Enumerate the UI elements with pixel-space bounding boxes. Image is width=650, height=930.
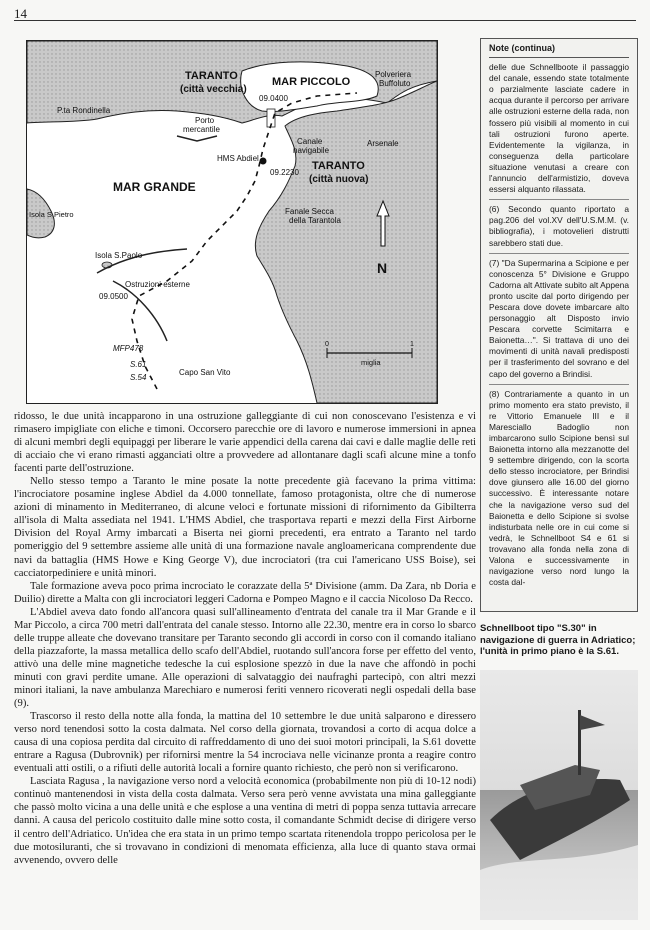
label-rondinella: P.ta Rondinella (57, 106, 111, 115)
label-time-0400: 09.0400 (259, 94, 288, 103)
body-paragraph: Trascorso il resto della notte alla fonda, la mattina del 10 settembre le due unità salparono e diressero verso nord tenendosi sotto la costa dalmata. Nel corso della giornata, trovandosi a corto di acqua dolce a causa di una copiosa perdita dal circuito di raffreddamento di uno dei suoi motori principali, la S.61 dovette entrare a Ragusa (Dubrovnik) per rifornirsi mentre la 54 incrociava nelle vicinanze pronta a reagire contro eventuali atti ostili, o a rifiuti delle autorità locali a fornire quanto richiesto, che però non si verificarono. (14, 711, 476, 775)
label-scale-0: 0 (325, 341, 329, 348)
photo-caption: Schnellboot tipo "S.30" in navigazione di guerra in Adriatico; l'unità in primo piano è la S.61. (480, 623, 636, 657)
label-mar-grande: MAR GRANDE (113, 180, 196, 194)
label-taranto-old: TARANTO (185, 70, 238, 82)
label-time-0500: 09.0500 (99, 292, 128, 301)
label-san-pietro: Isola S.Pietro (29, 210, 74, 219)
main-text (14, 410, 476, 867)
body-paragraph: Tale formazione aveva poco prima incrociato le corazzate della 5ª Divisione (amm. Da Zara, nb Doria e Duilio) dirette a Malta con gli incrociatori leggeri Cadorna e Pompeo Magno e il caccia Nicoloso Da Recco. (14, 580, 476, 605)
label-polveriera: Polveriera (375, 70, 412, 79)
note-paragraph: (8) Contrariamente a quanto in un primo momento era stato previsto, il re Vittorio Emanuele III e il Maresciallo Badoglio non imbarcarono sullo Scipione bensì sul Baionetta intorno alla mezzanotte del 9 settembre dirigendo, con la scorta dello stesso incrociatore, per Brindisi dove giunsero alle 16.00 del giorno successivo. È interessante notare che la navigazione verso sud del Baionetta e dello Scipione si svolse indisturbata nelle ore in cui come si vedrà, le Schnellboot S4 e 61 si trovavano alla fonda nella zona di Valona e successivamente in navigazione verso nord lungo la costa dal- (489, 388, 629, 588)
label-mercantile: mercantile (183, 125, 220, 134)
label-navigabile: navigabile (293, 146, 330, 155)
notes-box (480, 38, 638, 612)
label-time-2230: 09.2230 (270, 168, 299, 177)
notes-title: Note (continua) (489, 43, 629, 58)
note-paragraph: (7) "Da Supermarina a Scipione e per conoscenza 5° Divisione e Gruppo Cadorna alt Attivate subito alt Appena pronto uscite dal porto dirigendo per Pescara dove dovete imbarcare alto personaggio alt Disposto invio Pescara corvette Scimitarra e Baionetta…". Si trattava di uno dei movimenti di unità navali predisposti per il trasferimento del sovrano e del capo del governo a Brindisi. (489, 257, 629, 379)
label-ostruzioni: Ostruzioni esterne (125, 280, 190, 289)
label-taranto-new-sub: (città nuova) (309, 174, 369, 185)
label-s54: S.54 (130, 373, 147, 382)
label-taranto-old-sub: (città vecchia) (180, 84, 247, 95)
label-fanale: Fanale Secca (285, 207, 334, 216)
label-miglia: miglia (361, 358, 381, 367)
taranto-map (26, 40, 438, 404)
label-porto: Porto (195, 116, 215, 125)
label-north: N (377, 260, 388, 276)
header-rule (14, 20, 636, 21)
body-paragraph: ridosso, le due unità incapparono in una ostruzione galleggiante di cui non conoscevano l'esistenza e vi rimasero impigliate con eliche e timoni. Occorsero parecchie ore di lavoro e numerose immersioni in apnea di alcuni membri degli equipaggi per liberare le varie appendici della carena dai cavi e dalle maglie delle reti di acciaio che vi erano rimasti agganciati oltre a provvedere ad allontanare dagli scafi alcune mine a tonfo facenti parte dell'ostruzione. (14, 411, 476, 475)
label-san-paolo: Isola S.Paolo (95, 251, 143, 260)
label-arsenale: Arsenale (367, 139, 399, 148)
label-tarantola: della Tarantola (289, 216, 341, 225)
label-s61: S.61 (130, 360, 147, 369)
label-mar-piccolo: MAR PICCOLO (272, 76, 351, 88)
schnellboot-photo (480, 670, 638, 920)
notes-divider (489, 384, 629, 385)
note-paragraph: delle due Schnellboote il passaggio del canale, essendo state totalmente o parzialmente lasciate cadere in acqua durante il percorso per arrivare alle ostruzioni esterne della rada, non fossero più visibili al momento in cui tali ostruzioni furono aperte. Evidentemente la vigilanza, in conseguenza della particolare situazione venutasi a creare con l'annuncio dell'armistizio, doveva essersi alquanto rilassata. (489, 62, 629, 195)
label-buffoluto: Buffoluto (379, 79, 411, 88)
label-capo-san-vito: Capo San Vito (179, 368, 231, 377)
note-paragraph: (6) Secondo quanto riportato a pag.206 del vol.XV dell'U.S.M.M. (v. bibliografia), i motovelieri distrutti sarebbero stati due. (489, 204, 629, 248)
label-scale-1: 1 (410, 341, 414, 348)
label-hms-abdiel: HMS Abdiel (217, 154, 259, 163)
label-mfp478: MFP478 (113, 344, 144, 353)
notes-divider (489, 199, 629, 200)
label-taranto-new: TARANTO (312, 160, 365, 172)
body-paragraph: Nello stesso tempo a Taranto le mine posate la notte precedente già facevano la prima vittima: l'incrociatore posamine inglese Abdiel da 4.000 tonnellate, famoso protagonista, oltre che di numerose azioni di minamento in Mediterraneo, di alcune veloci e fortunate missioni di rifornimento da Gibilterra all'isola di Malta assediata nel 1941. L'HMS Abdiel, che trasportava reparti e mezzi della First Airborne Division del Royal Army imbarcati a Biserta nei giorni precedenti, era entrato a Taranto nel tardo pomeriggio del 9 settembre assieme alle unità di una formazione navale angloamericana comprendente due navi da battaglia (HMS Howe e King George V), due incrociatori (tra cui l'americano USS Boise), sei cacciatorpediniere e unità minori. (14, 476, 476, 579)
body-paragraph: L'Abdiel aveva dato fondo all'ancora quasi sull'allineamento d'entrata del canale tra il Mar Grande e il Mar Piccolo, a circa 700 metri dall'entrata del canale stesso. Intorno alle 22.30, mentre era in corso lo sbarco delle truppe alleate che dovevano transitare per Taranto secondo gli accordi in corso con il comando italiano della piazzaforte, la massa metallica dello scafo dell'Abdiel, ruotando sull'ancora forse per effetto del vento, attivò una delle mine magnetiche tedesche la cui esplosione spezzò in due la nave che affondò in pochi minuti con gravi perdite umane. Alle operazioni di salvataggio dei naufraghi partecipò, con altri mezzi minori italiani, la nave ambulanza Marechiaro e numerosi feriti vennero ricoverati negli ospedali della base (9). (14, 606, 476, 710)
label-canale: Canale (297, 137, 323, 146)
body-paragraph: Lasciata Ragusa , la navigazione verso nord a velocità economica (probabilmente non più di 10-12 nodi) continuò mantenendosi in vista della costa dalmata. Verso sera però venne avvistata una mina galleggiante che passò molto vicina a una delle unità e che esplose a una ventina di metri di poppa senza tuttavia arrecare danni. A causa del pericolo costituito dalle mine sotto costa, il comandante Schmidt decise di dirigere verso il centro dell'Adriatico. Un'idea che era stata in un primo tempo scartata ritenendola troppo pericolosa per le due motosiluranti, che si trovavano in condizioni di menomata efficienza, alla luce di quanto stava ormai avvenendo, ovvero delle (14, 776, 476, 866)
notes-divider (489, 253, 629, 254)
page-number: 14 (14, 6, 27, 21)
